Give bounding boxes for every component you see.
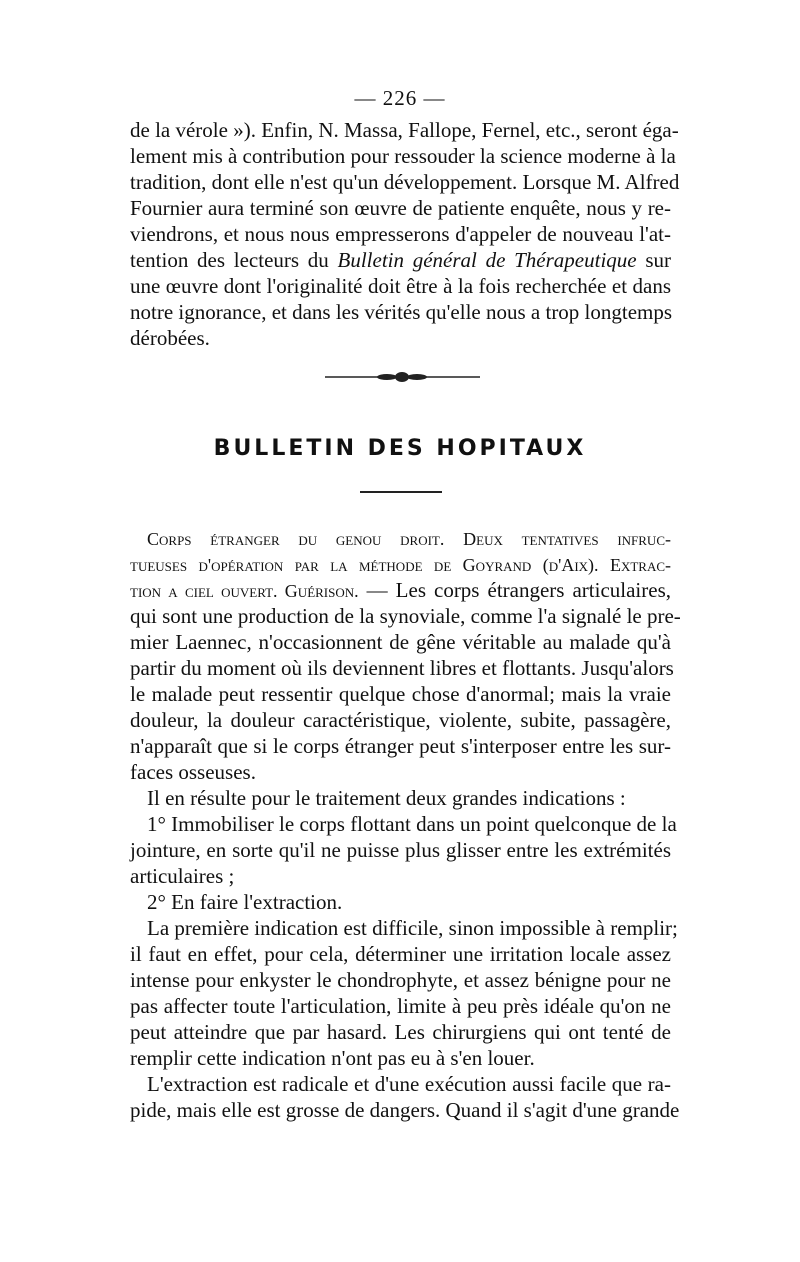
text-line: il faut en effet, pour cela, déterminer une irritation locale assez xyxy=(130,942,671,966)
text-line: tradition, dont elle n'est qu'un développement. Lorsque M. Alfred xyxy=(130,170,680,194)
text-line: dérobées. xyxy=(130,326,210,350)
text-fragment: tention des lecteurs du xyxy=(130,248,338,272)
article-title-line xyxy=(130,551,671,577)
text-line: mier Laennec, n'occasionnent de gêne véritable au malade qu'à xyxy=(130,630,671,654)
text-line: n'apparaît que si le corps étranger peut s'interposer entre les sur- xyxy=(130,734,671,758)
article-title: Corps étranger du genou droit. Deux tentatives infruc- xyxy=(147,529,671,549)
text-line xyxy=(130,577,671,603)
text-line: intense pour enkyster le chondrophyte, et assez bénigne pour ne xyxy=(130,968,671,992)
text-line: de la vérole »). Enfin, N. Massa, Fallope, Fernel, etc., seront éga- xyxy=(130,118,679,142)
text-line: Il en résulte pour le traitement deux grandes indications : xyxy=(147,786,626,810)
text-line: partir du moment où ils deviennent libres et flottants. Jusqu'alors xyxy=(130,656,674,680)
text-line: une œuvre dont l'originalité doit être à la fois recherchée et dans xyxy=(130,274,671,298)
text-line: 2° En faire l'extraction. xyxy=(147,890,343,914)
text-line: articulaires ; xyxy=(130,864,235,888)
text-line: notre ignorance, et dans les vérités qu'elle nous a trop longtemps xyxy=(130,300,673,324)
text-line: Fournier aura terminé son œuvre de patiente enquête, nous y re- xyxy=(130,196,671,220)
heading-rule xyxy=(360,491,442,493)
text-line: le malade peut ressentir quelque chose d'anormal; mais la vraie xyxy=(130,682,671,706)
text-line: peut atteindre que par hasard. Les chirurgiens qui ont tenté de xyxy=(130,1020,671,1044)
page-number: — 226 — xyxy=(354,86,446,110)
text-line: viendrons, et nous nous empresserons d'appeler de nouveau l'at- xyxy=(130,222,671,246)
text-line: La première indication est difficile, sinon impossible à remplir; xyxy=(147,916,678,940)
text-line: remplir cette indication n'ont pas eu à s'en louer. xyxy=(130,1046,535,1070)
text-line xyxy=(130,247,671,273)
text-line: qui sont une production de la synoviale, comme l'a signalé le pre- xyxy=(130,604,681,628)
text-line: L'extraction est radicale et d'une exécution aussi facile que ra- xyxy=(147,1072,671,1096)
text-line: douleur, la douleur caractéristique, violente, subite, passagère, xyxy=(130,708,671,732)
article-title-line xyxy=(130,525,671,551)
article-body xyxy=(130,525,681,1123)
text-fragment: sur xyxy=(636,248,671,272)
journal-title: Bulletin général de Thérapeutique xyxy=(337,248,637,272)
intro-paragraph xyxy=(130,117,680,351)
article-title: tueuses d'opération par la méthode de Goyrand (d'Aix). Extrac- xyxy=(130,555,671,575)
text-line: pide, mais elle est grosse de dangers. Quand il s'agit d'une grande xyxy=(130,1098,680,1122)
text-line: lement mis à contribution pour ressouder la science moderne à la xyxy=(130,144,676,168)
text-line: 1° Immobiliser le corps flottant dans un point quelconque de la xyxy=(147,812,677,836)
article-title: tion a ciel ouvert. Guérison. xyxy=(130,581,359,601)
text-line: jointure, en sorte qu'il ne puisse plus glisser entre les extrémités xyxy=(130,838,671,862)
ornament-divider xyxy=(325,369,480,385)
text-line: faces osseuses. xyxy=(130,760,256,784)
text-line: pas affecter toute l'articulation, limite à peu près idéale qu'on ne xyxy=(130,994,671,1018)
section-heading: BULLETIN DES HOPITAUX xyxy=(213,436,587,461)
text-fragment: — Les corps étrangers articulaires, xyxy=(358,578,671,602)
